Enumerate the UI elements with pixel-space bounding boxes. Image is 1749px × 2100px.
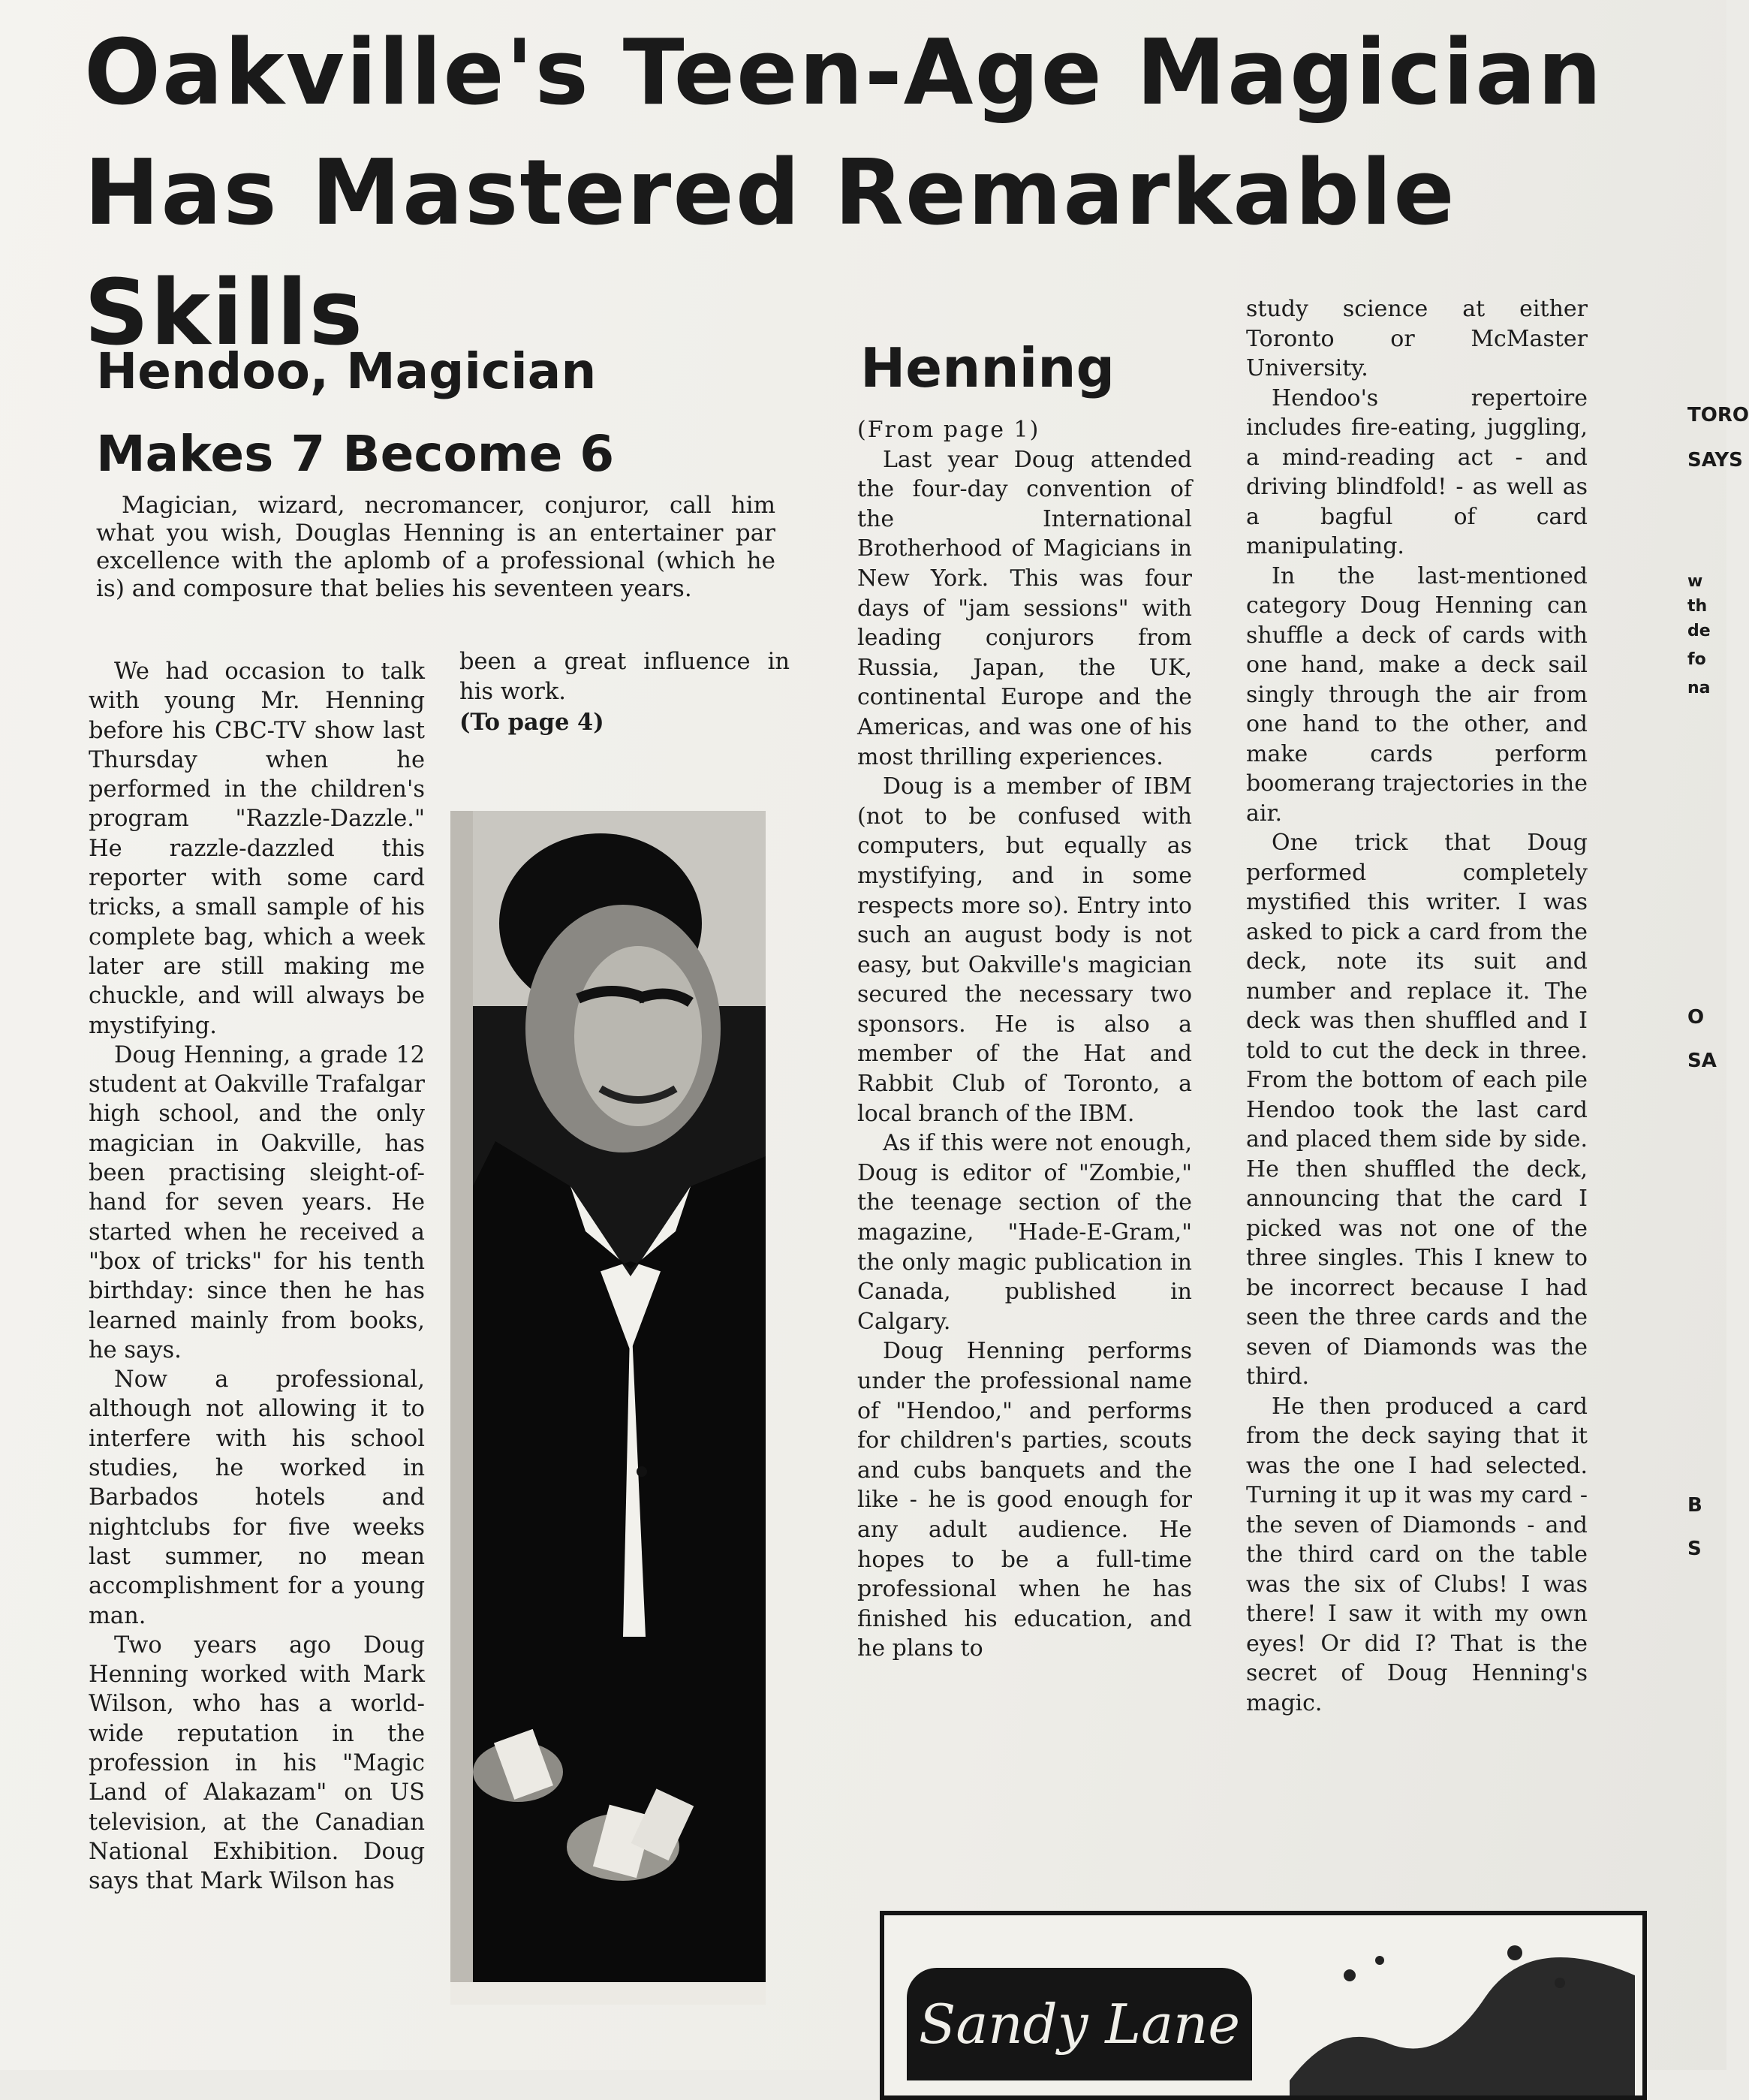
article-1-column-b bbox=[459, 647, 790, 737]
paragraph: Two years ago Doug Henning worked with Mark Wilson, who has a world-wide reputation in the profession in his "Magic Land of Alakazam" on US television, at the Canadian National Exhibition. Doug says that Mark Wilson has bbox=[89, 1631, 425, 1895]
paragraph: As if this were not enough, Doug is editor of "Zombie," the teenage section of the magazine, "Hade-E-Gram," the only magic publication in Canada, published in Calgary. bbox=[857, 1130, 1192, 1335]
jump-line: (To page 4) bbox=[459, 709, 604, 736]
paragraph: In the last-mentioned category Doug Henning can shuffle a deck of cards with one hand, make a deck sail singly through the air from one hand to the other, and make cards perform boomerang trajectories in the air. bbox=[1246, 562, 1588, 827]
edge-fragment: fo bbox=[1687, 650, 1706, 669]
article-2-column-d bbox=[1246, 294, 1588, 1718]
magician-photo bbox=[450, 811, 766, 2005]
edge-fragment: th bbox=[1687, 597, 1708, 616]
article-1-column-a bbox=[89, 657, 425, 1896]
paragraph: Doug Henning, a grade 12 student at Oakville Trafalgar high school, and the only magician in Oakville, has been practising sleight-of-hand for seven years. He started when he received a "box of tricks" for his tenth birthday: since then he has learned mainly from books, he says. bbox=[89, 1041, 425, 1363]
ad-logo: Sandy Lane bbox=[907, 1968, 1252, 2080]
article-1-lede bbox=[96, 492, 775, 603]
headline-line-2: Has Mastered Remarkable Skills bbox=[84, 141, 1456, 366]
paragraph: Doug Henning performs under the professional name of "Hendoo," and performs for children's parties, scouts and cubs banquets and the like - he is good enough for any adult audience. He hopes to be a full-time professional when he has finished his education, and he plans to bbox=[857, 1338, 1192, 1662]
article-1-heading-line-1: Hendoo, Magician bbox=[96, 342, 597, 400]
paragraph: Doug is a member of IBM (not to be confused with computers, but equally as mystifying, and in some respects more so). Entry into such an august body is not easy, but Oakville's magician secured the necessary two sponsors. He is also a member of the Hat and Rabbit Club of Toronto, a local branch of the IBM. bbox=[857, 773, 1192, 1127]
edge-fragment: na bbox=[1687, 679, 1711, 697]
headline-line-1: Oakville's Teen-Age Magician bbox=[84, 21, 1603, 125]
from-line: (From page 1) bbox=[857, 417, 1040, 443]
paragraph: Now a professional, although not allowing it to interfere with his school studies, he worked in Barbados hotels and nightclubs for five weeks last summer, no mean accomplishment for a young man. bbox=[89, 1366, 425, 1629]
ad-decorative-graphic bbox=[1290, 1930, 1635, 2095]
paragraph: Last year Doug attended the four-day convention of the International Brotherhood of Magicians in New York. This was four days of "jam sessions" with leading conjurors from Russia, Japan, the UK, continental Europe and the Americas, and was one of his most thrilling experiences. bbox=[857, 446, 1192, 770]
article-2-column-c bbox=[857, 415, 1192, 1664]
paragraph: been a great influence in his work. bbox=[459, 649, 790, 705]
magician-portrait-graphic bbox=[450, 811, 766, 2005]
paragraph: We had occasion to talk with young Mr. Henning before his CBC-TV show last Thursday when he performed in the children's program "Razzle-Dazzle." He razzle-dazzled this reporter with some card tricks, a small sample of his complete bag, which a week later are still making me chuckle, and will always be mystifying. bbox=[89, 658, 425, 1039]
article-1-heading-line-2: Makes 7 Become 6 bbox=[96, 425, 615, 483]
article-2-heading: Henning bbox=[860, 336, 1115, 399]
edge-fragment: de bbox=[1687, 622, 1711, 640]
edge-fragment: O bbox=[1687, 1006, 1705, 1029]
edge-fragment: B bbox=[1687, 1494, 1702, 1517]
edge-fragment: SAYS bbox=[1687, 449, 1743, 472]
advertisement-box bbox=[880, 1911, 1647, 2100]
edge-fragment: S bbox=[1687, 1538, 1702, 1560]
paragraph: study science at either Toronto or McMaster University. bbox=[1246, 296, 1588, 381]
paragraph: He then produced a card from the deck saying that it was the one I had selected. Turning it up it was my card - the seven of Diamonds - and the third card on the table was the six of Clubs! I was there! I saw it with my own eyes! Or did I? That is the secret of Doug Henning's magic. bbox=[1246, 1393, 1588, 1716]
paragraph: One trick that Doug performed completely mystified this writer. I was asked to pick a card from the deck, note its suit and number and replace it. The deck was then shuffled and I told to cut the deck in three. From the bottom of each pile Hendoo took the last card and placed them side by side. He then shuffled the deck, announcing that the card I picked was not one of the three singles. This I knew to be incorrect because I had seen the three cards and the seven of Diamonds was the third. bbox=[1246, 830, 1588, 1390]
edge-fragment: TORO bbox=[1687, 404, 1749, 426]
article-1-heading bbox=[96, 330, 757, 496]
edge-fragment: w bbox=[1687, 572, 1703, 591]
edge-fragment: SA bbox=[1687, 1050, 1717, 1072]
paragraph: Hendoo's repertoire includes fire-eating, juggling, a mind-reading act - and driving blindfold! - as well as a bagful of card manipulating. bbox=[1246, 384, 1588, 559]
lede-paragraph: Magician, wizard, necromancer, conjuror, call him what you wish, Douglas Henning is an entertainer par excellence with the aplomb of a professional (which he is) and composure that belies his seventeen years. bbox=[96, 492, 775, 602]
